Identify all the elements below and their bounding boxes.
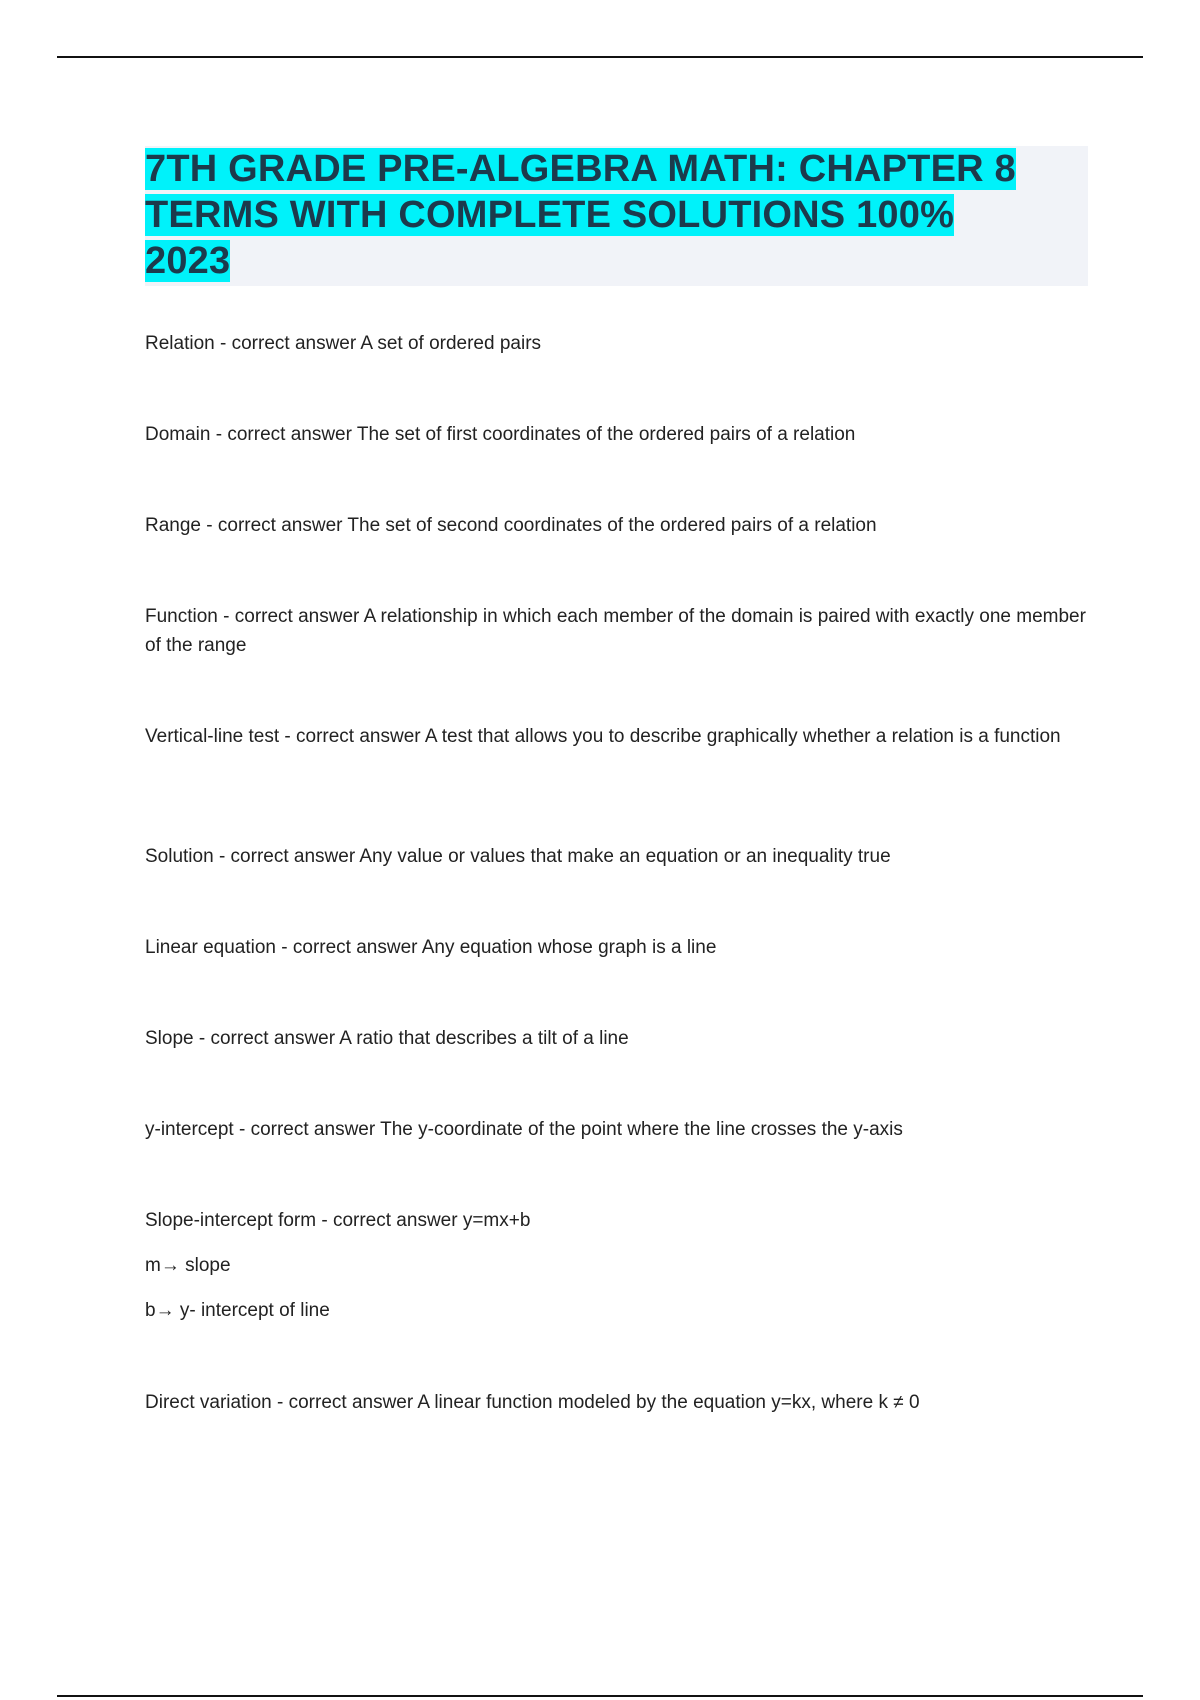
- title-line-1: 7TH GRADE PRE-ALGEBRA MATH: CHAPTER 8: [145, 148, 1016, 190]
- bottom-rule: [57, 1695, 1143, 1697]
- term-domain: Domain - correct answer The set of first coordinates of the ordered pairs of a relation: [145, 424, 856, 445]
- term-function: Function - correct answer A relationship in which each member of the domain is paired with exactly one member of the range: [145, 606, 1086, 656]
- term-slope-intercept-form: [145, 1206, 1095, 1325]
- title-block: [145, 146, 1088, 286]
- term-relation: Relation - correct answer A set of ordered pairs: [145, 333, 542, 354]
- slope-note-b: b→ y- intercept of line: [145, 1300, 330, 1321]
- term-vertical-line-test: Vertical-line test - correct answer A test that allows you to describe graphically whether a relation is a function: [145, 726, 1061, 747]
- term-linear-equation: Linear equation - correct answer Any equation whose graph is a line: [145, 937, 717, 958]
- title-line-3: 2023: [145, 240, 231, 282]
- slope-note-m: m→ slope: [145, 1255, 231, 1276]
- document-title: [145, 146, 1088, 284]
- term-slope: Slope - correct answer A ratio that describes a tilt of a line: [145, 1028, 629, 1049]
- term-range: Range - correct answer The set of second coordinates of the ordered pairs of a relation: [145, 515, 877, 536]
- term-solution: Solution - correct answer Any value or values that make an equation or an inequality true: [145, 846, 891, 867]
- term-y-intercept: y-intercept - correct answer The y-coordinate of the point where the line crosses the y-axis: [145, 1119, 903, 1140]
- term-direct-variation: Direct variation - correct answer A linear function modeled by the equation y=kx, where k ≠ 0: [145, 1392, 920, 1413]
- title-line-2: TERMS WITH COMPLETE SOLUTIONS 100%: [145, 194, 955, 236]
- slope-intercept-definition: Slope-intercept form - correct answer y=mx+b: [145, 1210, 531, 1231]
- top-rule: [57, 56, 1143, 58]
